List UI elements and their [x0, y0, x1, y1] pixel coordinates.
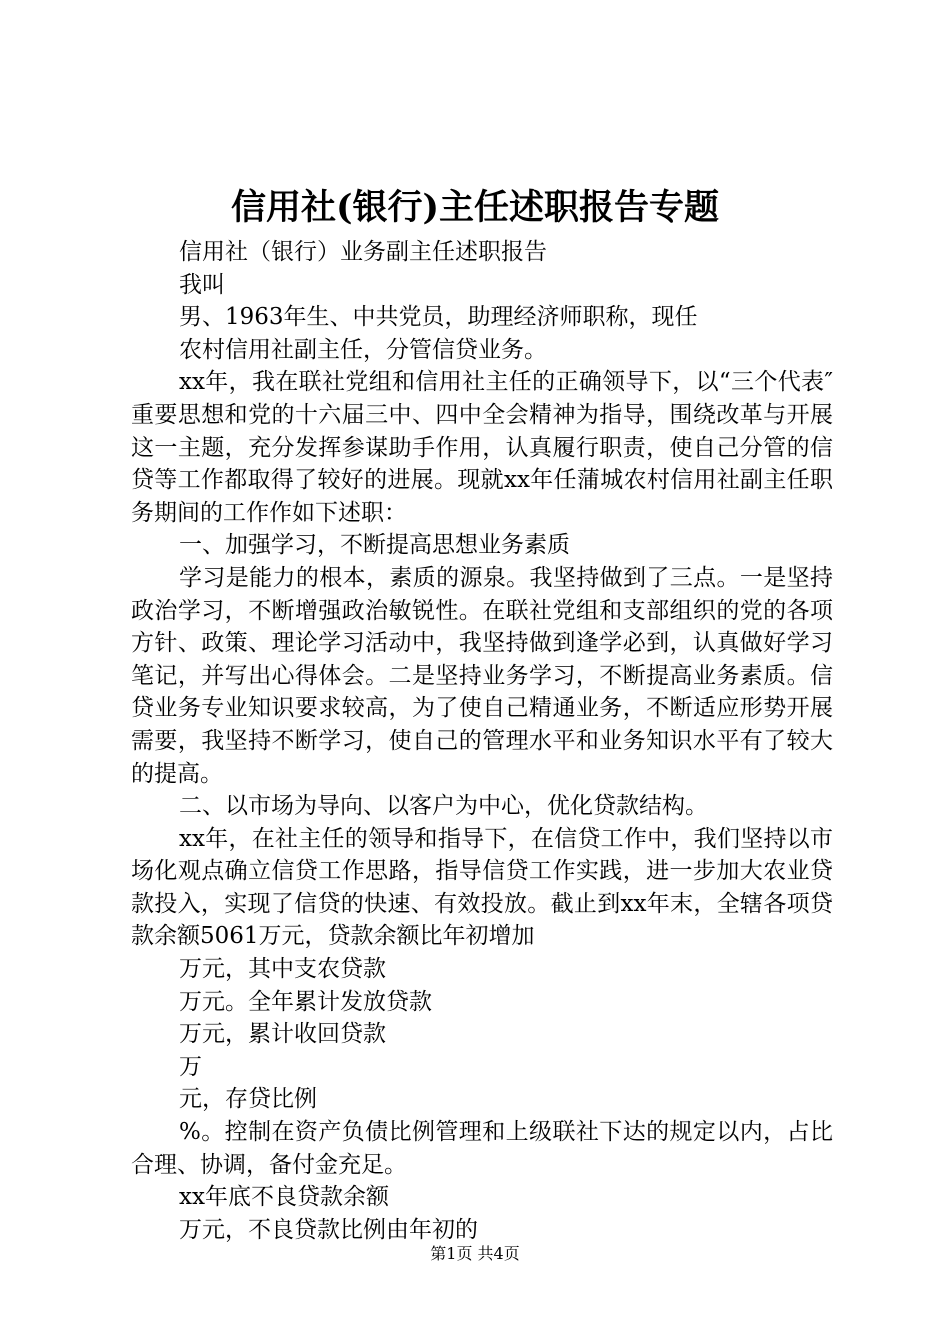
document-body	[131, 236, 833, 1246]
paragraph-name: 我叫	[179, 271, 225, 298]
paragraph-intro: xx年，我在联社党组和信用社主任的正确领导下，以“三个代表″重要思想和党的十六届三中、四中全会精神为指导，围绕改革与开展这一主题，充分发挥参谋助手作用，认真履行职责，使自己分管的信贷等工作都取得了较好的进展。现就xx年任蒲城农村信用社副主任职务期间的工作作如下述职：	[131, 369, 833, 526]
paragraph-line: 万元，其中支农贷款	[179, 956, 386, 983]
section-heading-1: 一、加强学习，不断提高思想业务素质	[179, 532, 570, 559]
paragraph-line: 万	[179, 1053, 202, 1080]
section-heading-2: 二、以市场为导向、以客户为中心，优化贷款结构。	[179, 793, 708, 820]
paragraph-position: 农村信用社副主任，分管信贷业务。	[179, 336, 547, 363]
page-number: 第1页 共4页	[430, 1244, 520, 1263]
paragraph-line: 元，存贷比例	[179, 1086, 317, 1113]
document-title: 信用社(银行)主任述职报告专题	[230, 187, 720, 228]
paragraph-line: xx年底不良贷款余额	[179, 1184, 389, 1211]
paragraph-line: 万元。全年累计发放贷款	[179, 988, 432, 1015]
paragraph-line: 万元，不良贷款比例由年初的	[179, 1216, 478, 1243]
paragraph-ratio: %。控制在资产负债比例管理和上级联社下达的规定以内，占比合理、协调，备付金充足。	[131, 1119, 833, 1178]
paragraph-line: 万元，累计收回贷款	[179, 1021, 386, 1048]
paragraph-credit: xx年，在社主任的领导和指导下，在信贷工作中，我们坚持以市场化观点确立信贷工作思路，指导信贷工作实践，进一步加大农业贷款投入，实现了信贷的快速、有效投放。截止到xx年末，全辖各项贷款余额5061万元，贷款余额比年初增加	[131, 825, 833, 950]
paragraph-study: 学习是能力的根本，素质的源泉。我坚持做到了三点。一是坚持政治学习，不断增强政治敏锐性。在联社党组和支部组织的党的各项方针、政策、理论学习活动中，我坚持做到逢学必到，认真做好学习笔记，并写出心得体会。二是坚持业务学习，不断提高业务素质。信贷业务专业知识要求较高，为了使自己精通业务，不断适应形势开展需要，我坚持不断学习，使自己的管理水平和业务知识水平有了较大的提高。	[131, 564, 833, 787]
paragraph-subtitle: 信用社（银行）业务副主任述职报告	[179, 239, 547, 265]
paragraph-profile: 男、1963年生、中共党员，助理经济师职称，现任	[179, 304, 698, 331]
